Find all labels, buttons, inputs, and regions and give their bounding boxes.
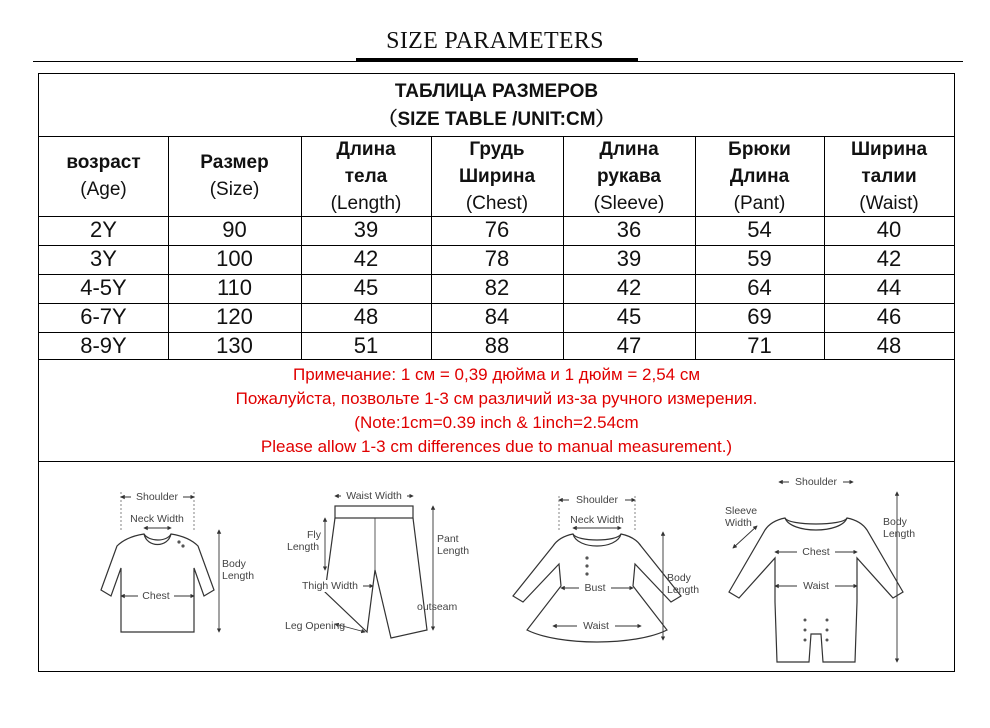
table-rule [39,245,954,246]
table-title-ru: ТАБЛИЦА РАЗМЕРОВ [394,81,599,102]
column-header-label: талии [861,165,917,187]
label-leg-opening: Leg Opening [285,620,346,632]
label-outseam: outseam [417,601,458,613]
label-sleeve: Sleeve [725,505,758,517]
table-cell: 2Y [90,217,117,242]
table-cell: 90 [222,217,247,242]
column-header-label: рукава [597,165,661,187]
table-cell: 39 [353,217,379,242]
column-header-unit: (Chest) [465,192,529,214]
table-cell: 39 [616,246,642,271]
table-column-rule [431,136,432,359]
table-cell: 4-5Y [80,275,127,300]
table-cell: 42 [353,246,379,271]
column-header-unit: (Sleeve) [593,192,665,214]
label-shoulder: Shoulder [135,491,179,503]
label-sleeve-width: Width [725,517,752,529]
table-cell: 69 [747,304,772,329]
table-column-rule [301,136,302,359]
label-neck-width: Neck Width [570,514,624,526]
table-rule [39,136,954,137]
table-cell: 76 [484,217,510,242]
label-shoulder: Shoulder [794,476,838,488]
table-cell: 84 [484,304,510,329]
notes [39,361,954,463]
column-header-label: Длина [729,165,790,187]
label-body: Body [883,516,907,528]
label-chest: Chest [802,546,830,558]
page-header-title: SIZE PARAMETERS [386,28,604,54]
column-header-label: Грудь [469,138,525,160]
note-line: (Note:1cm=0.39 inch & 1inch=2.54cm [354,413,639,432]
column-header-label: Размер [200,152,269,173]
column-header-unit: (Age) [80,179,127,200]
table-cell: 71 [747,333,772,358]
label-fly: Fly [307,529,321,541]
table-rule [39,216,954,217]
label-bust: Bust [584,582,606,594]
shirt-outline [101,534,214,632]
pants-waistband [335,506,413,518]
column-header [301,136,431,216]
table-cell: 48 [353,304,379,329]
shirt-collar [144,534,171,545]
table-cell: 46 [876,304,902,329]
shirt-diagram [101,491,254,632]
romper-diagram [725,476,915,662]
label-body: Body [222,558,246,570]
table-cell: 42 [616,275,642,300]
label-length: Length [222,570,255,582]
column-header [695,136,824,216]
table-cell: 48 [876,333,902,358]
table-cell: 45 [353,275,379,300]
table-cell: 36 [616,217,642,242]
table-column-rule [695,136,696,359]
table-cell: 45 [616,304,642,329]
label-body: Body [667,572,691,584]
table-cell: 40 [876,217,902,242]
column-header-unit: (Pant) [733,192,786,214]
size-table [38,73,955,672]
column-header-label: Брюки [728,138,791,160]
column-header-label: Длина [336,138,396,160]
column-header-label: Ширина [850,138,928,160]
column-header [168,136,301,216]
label-thigh-width: Thigh Width [301,580,359,592]
table-rule [39,332,954,333]
table-column-rule [168,136,169,359]
note-line: Пожалуйста, позвольте 1-3 см различий из-за ручного измерения. [235,389,758,408]
table-cell: 47 [616,333,642,358]
table-rule [39,461,954,462]
label-pant: Pant [437,533,459,545]
table-cell: 6-7Y [80,304,127,329]
column-header-label: возраст [66,152,141,173]
label-pant-length: Length [437,545,470,557]
label-length: Length [883,528,916,540]
label-waist: Waist [583,620,609,632]
table-column-rule [824,136,825,359]
table-title [39,78,954,136]
dress-diagram [513,494,699,642]
pants-diagram [285,490,469,638]
table-rule [39,359,954,360]
table-cell: 54 [747,217,772,242]
table-cell: 51 [353,333,379,358]
table-cell: 8-9Y [80,333,127,358]
table-cell: 59 [747,246,772,271]
table-rule [39,274,954,275]
column-header-unit: (Waist) [859,192,919,214]
table-cell: 120 [216,304,253,329]
table-cell: 64 [747,275,772,300]
label-shoulder: Shoulder [575,494,619,506]
table-cell: 88 [484,333,510,358]
label-fly-length: Length [287,541,320,553]
label-length: Length [667,584,700,596]
table-cell: 78 [484,246,510,271]
measurement-diagrams [39,462,954,672]
table-cell: 82 [484,275,510,300]
label-neck-width: Neck Width [130,513,184,525]
column-header-label: Длина [599,138,659,160]
column-header [39,136,168,216]
column-header-label: тела [344,165,388,187]
column-header-unit: (Length) [330,192,402,214]
label-waist-width: Waist Width [346,490,402,502]
column-header-unit: (Size) [209,179,260,200]
table-cell: 44 [876,275,902,300]
table-column-rule [563,136,564,359]
table-cell: 100 [216,246,253,271]
label-chest: Chest [142,590,170,602]
table-cell: 3Y [90,246,117,271]
note-line: Примечание: 1 см = 0,39 дюйма и 1 дюйм = 2,54 см [292,365,701,384]
table-rule [39,303,954,304]
table-cell: 110 [216,275,253,300]
table-cell: 130 [216,333,253,358]
label-waist: Waist [803,580,829,592]
table-title-en: （SIZE TABLE /UNIT:CM） [378,109,615,130]
note-line: Please allow 1-3 cm differences due to manual measurement.) [260,437,733,456]
column-header [431,136,563,216]
header-rule-thin [33,61,963,62]
column-header-label: Ширина [458,165,536,187]
column-header [824,136,954,216]
column-header [563,136,695,216]
table-cell: 42 [876,246,902,271]
